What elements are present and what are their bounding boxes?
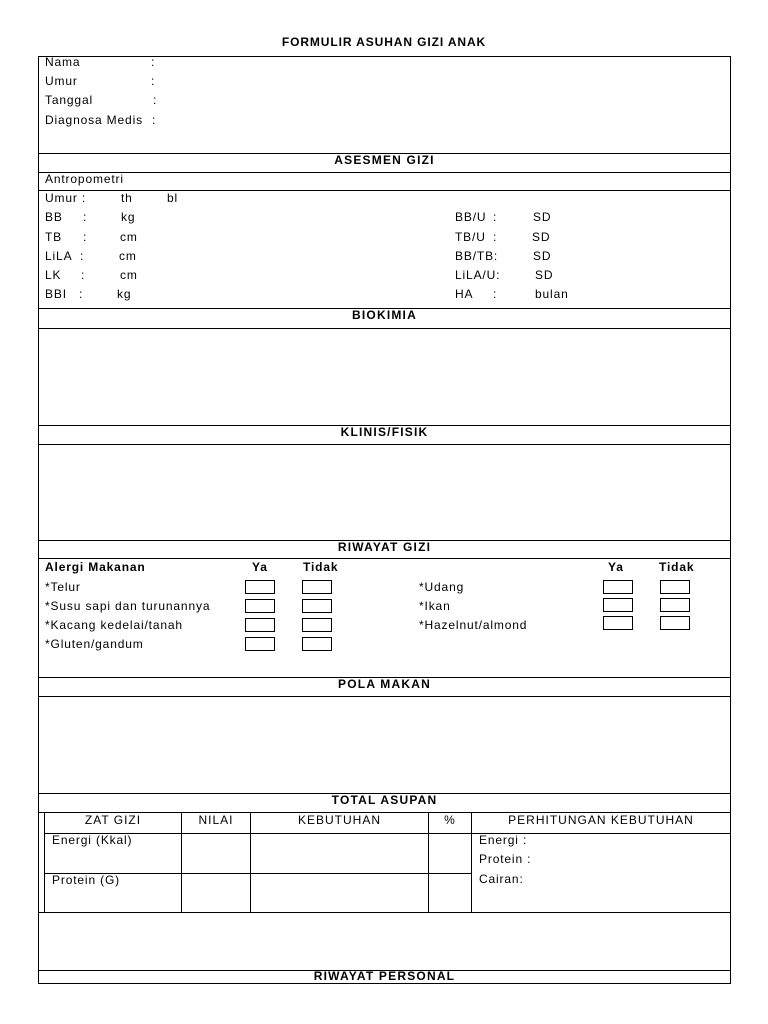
antro-umur-bl: bl [167,191,179,205]
table-border [471,812,472,913]
column-header-kebutuhan: KEBUTUHAN [297,813,381,827]
section-header-pola-makan: POLA MAKAN [338,677,431,691]
antro-bb-unit: kg [121,210,136,224]
alergi-item-label: *Susu sapi dan turunannya [45,599,211,613]
antro-ha-unit: bulan [535,287,569,301]
biokimia-content-area [39,329,730,425]
antro-bbu-unit: SD [533,210,552,224]
tidak-checkbox[interactable] [302,637,332,651]
alergi-item-label: *Hazelnut/almond [419,618,528,632]
alergi-item-label: *Gluten/gandum [45,637,144,651]
perhitungan-protein-label: Protein : [479,852,532,866]
antro-umur-label: Umur : [45,191,87,205]
column-header-perhitungan-kebutuhan: PERHITUNGAN KEBUTUHAN [508,813,694,827]
antro-lila-unit: cm [119,249,137,263]
antro-bbtb-unit: SD [533,249,552,263]
antro-bbu-label: BB/U [455,210,487,224]
ya-checkbox[interactable] [603,580,633,594]
antro-lilau-unit: SD [535,268,554,282]
antro-bbi-unit: kg [117,287,132,301]
section-header-riwayat-personal: RIWAYAT PERSONAL [313,969,456,983]
tidak-checkbox[interactable] [660,580,690,594]
section-header-total-asupan: TOTAL ASUPAN [331,793,438,807]
tidak-checkbox[interactable] [660,598,690,612]
tidak-checkbox[interactable] [302,580,332,594]
alergi-item-label: *Udang [419,580,465,594]
antro-bbi-colon: : [79,287,84,301]
section-header-biokimia: BIOKIMIA [352,308,417,322]
divider [38,190,731,191]
antro-bbtb-label: BB/TB: [455,249,499,263]
antro-lk-label: LK [45,268,62,282]
umur-label: Umur [45,74,78,88]
table-border [181,812,182,913]
divider [38,172,731,173]
total-asupan-notes-area [39,913,730,970]
tidak-checkbox[interactable] [302,599,332,613]
antro-tb-label: TB [45,230,63,244]
ya-checkbox[interactable] [245,637,275,651]
perhitungan-energi-label: Energi : [479,833,528,847]
table-border [250,812,251,913]
column-header-zat-gizi: ZAT GIZI [84,813,142,827]
tidak-column-header: Tidak [659,560,695,574]
ya-column-header: Ya [608,560,624,574]
alergi-item-label: *Kacang kedelai/tanah [45,618,183,632]
alergi-item-label: *Ikan [419,599,451,613]
table-border [44,812,45,913]
antro-bb-colon: : [83,210,88,224]
table-row-label-protein: Protein (G) [52,873,121,887]
alergi-item-label: *Telur [45,580,81,594]
antro-bbu-colon: : [493,210,498,224]
nama-label: Nama [45,55,81,69]
antro-ha-label: HA [455,287,474,301]
divider [38,558,731,559]
antro-lila-label: LiLA [45,249,73,263]
antro-lk-unit: cm [120,268,138,282]
table-border [44,833,731,834]
antro-lk-colon: : [81,268,86,282]
alergi-makanan-label: Alergi Makanan [45,560,146,574]
umur-colon: : [151,74,156,88]
column-header-percent: % [444,813,456,827]
antro-lilau-label: LiLA/U: [455,268,501,282]
tanggal-colon: : [153,93,158,107]
diagnosa-medis-label: Diagnosa Medis [45,113,143,127]
section-header-riwayat-gizi: RIWAYAT GIZI [337,540,432,554]
pola-makan-content-area [39,697,730,793]
ya-checkbox[interactable] [603,616,633,630]
perhitungan-cairan-label: Cairan: [479,872,524,886]
antro-lila-colon: : [80,249,85,263]
form-title: FORMULIR ASUHAN GIZI ANAK [281,35,487,49]
ya-column-header: Ya [252,560,268,574]
ya-checkbox[interactable] [603,598,633,612]
diagnosa-medis-colon: : [152,113,157,127]
antro-bb-label: BB [45,210,63,224]
tanggal-label: Tanggal [45,93,93,107]
antropometri-label: Antropometri [45,172,124,186]
ya-checkbox[interactable] [245,618,275,632]
column-header-nilai: NILAI [198,813,234,827]
antro-tbu-label: TB/U [455,230,486,244]
ya-checkbox[interactable] [245,599,275,613]
tidak-checkbox[interactable] [660,616,690,630]
ya-checkbox[interactable] [245,580,275,594]
antro-tb-colon: : [83,230,88,244]
antro-ha-colon: : [493,287,498,301]
tidak-column-header: Tidak [303,560,339,574]
table-border [428,812,429,913]
antro-bbi-label: BBI [45,287,67,301]
section-header-asesmen-gizi: ASESMEN GIZI [334,153,435,167]
section-header-klinis-fisik: KLINIS/FISIK [340,425,429,439]
antro-tbu-colon: : [493,230,498,244]
antro-umur-th: th [121,191,133,205]
klinis-fisik-content-area [39,445,730,540]
tidak-checkbox[interactable] [302,618,332,632]
nama-colon: : [151,55,156,69]
antro-tb-unit: cm [120,230,138,244]
antro-tbu-unit: SD [532,230,551,244]
table-row-label-energi: Energi (Kkal) [52,833,133,847]
